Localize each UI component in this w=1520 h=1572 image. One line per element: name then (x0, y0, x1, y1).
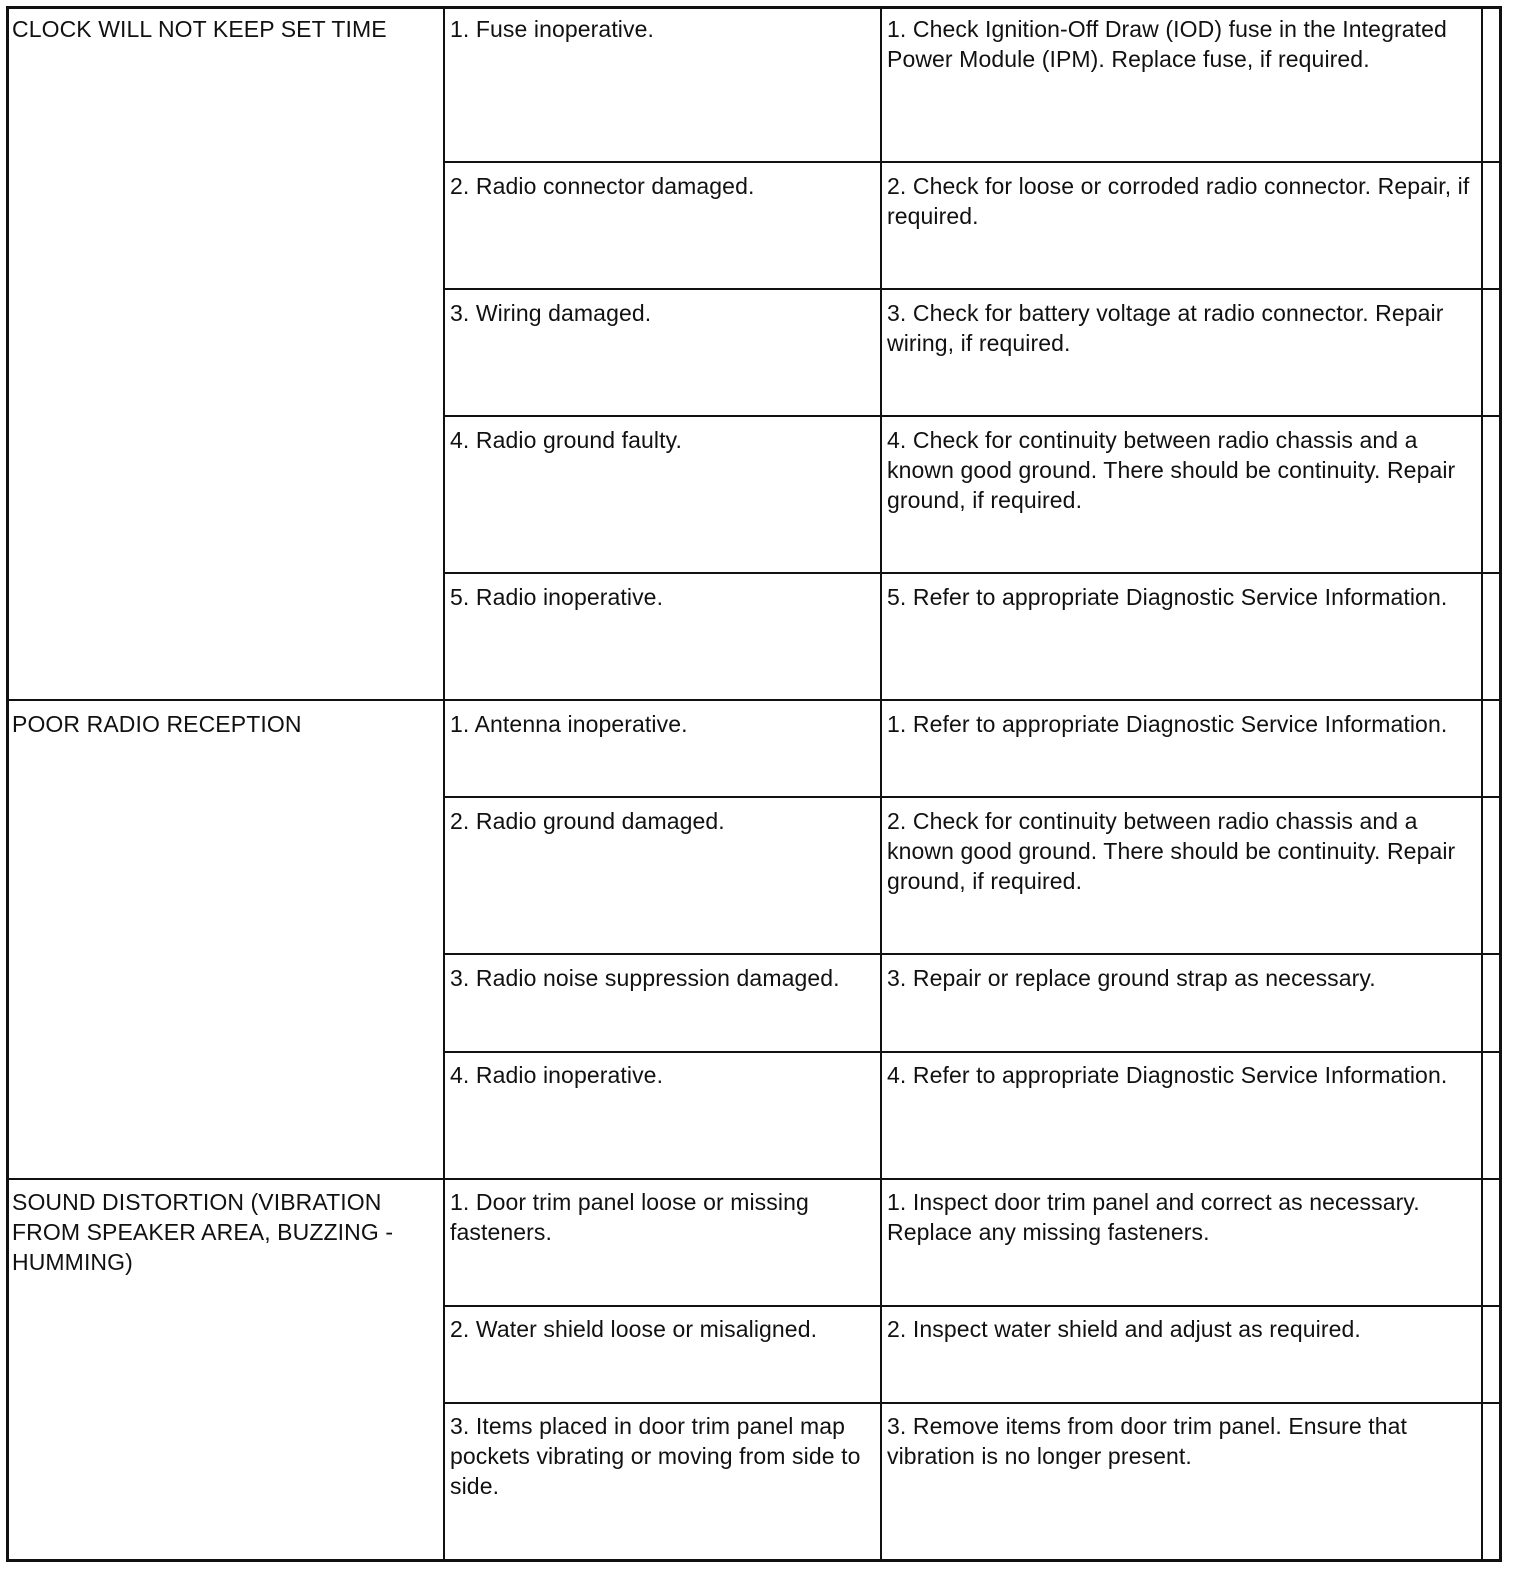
cause-cell: 2. Water shield loose or misaligned. (450, 1316, 818, 1342)
row-divider (443, 1051, 1502, 1053)
correction-cell: 2. Inspect water shield and adjust as required. (887, 1316, 1361, 1342)
row-divider (443, 1402, 1502, 1404)
cause-cell: 3. Items placed in door trim panel map pockets vibrating or moving from side to side. (450, 1413, 861, 1499)
cause-cell: 2. Radio ground damaged. (450, 808, 725, 834)
correction-cell: 2. Check for loose or corroded radio connector. Repair, if required. (887, 173, 1470, 229)
correction-cell: 3. Repair or replace ground strap as necessary. (887, 965, 1376, 991)
row-divider (443, 288, 1502, 290)
cause-cell: 5. Radio inoperative. (450, 584, 664, 610)
symptom-cell: CLOCK WILL NOT KEEP SET TIME (12, 16, 387, 42)
correction-cell: 4. Refer to appropriate Diagnostic Service Information. (887, 1062, 1448, 1088)
correction-cell: 5. Refer to appropriate Diagnostic Service Information. (887, 584, 1448, 610)
correction-cell: 4. Check for continuity between radio chassis and a known good ground. There should be continuity. Repair ground, if required. (887, 427, 1456, 513)
cause-cell: 4. Radio inoperative. (450, 1062, 664, 1088)
column-divider (880, 6, 882, 1562)
correction-cell: 3. Check for battery voltage at radio connector. Repair wiring, if required. (887, 300, 1444, 356)
cause-cell: 1. Fuse inoperative. (450, 16, 655, 42)
correction-cell: 1. Check Ignition-Off Draw (IOD) fuse in the Integrated Power Module (IPM). Replace fuse, if required. (887, 16, 1447, 72)
cause-cell: 1. Door trim panel loose or missing fasteners. (450, 1189, 809, 1245)
column-divider (1481, 6, 1483, 1562)
cause-cell: 3. Radio noise suppression damaged. (450, 965, 840, 991)
correction-cell: 1. Refer to appropriate Diagnostic Service Information. (887, 711, 1448, 737)
symptom-cell: SOUND DISTORTION (VIBRATION FROM SPEAKER AREA, BUZZING - HUMMING) (12, 1189, 394, 1275)
group-divider (6, 699, 1502, 701)
symptom-cell: POOR RADIO RECEPTION (12, 711, 302, 737)
row-divider (443, 161, 1502, 163)
cause-cell: 2. Radio connector damaged. (450, 173, 755, 199)
row-divider (443, 1305, 1502, 1307)
row-divider (443, 796, 1502, 798)
cause-cell: 1. Antenna inoperative. (450, 711, 688, 737)
row-divider (443, 415, 1502, 417)
correction-cell: 2. Check for continuity between radio chassis and a known good ground. There should be continuity. Repair ground, if required. (887, 808, 1456, 894)
cause-cell: 4. Radio ground faulty. (450, 427, 683, 453)
row-divider (443, 953, 1502, 955)
group-divider (6, 1178, 1502, 1180)
cause-cell: 3. Wiring damaged. (450, 300, 652, 326)
row-divider (443, 572, 1502, 574)
correction-cell: 1. Inspect door trim panel and correct as necessary. Replace any missing fasteners. (887, 1189, 1420, 1245)
correction-cell: 3. Remove items from door trim panel. Ensure that vibration is no longer present. (887, 1413, 1408, 1469)
column-divider (443, 6, 445, 1562)
